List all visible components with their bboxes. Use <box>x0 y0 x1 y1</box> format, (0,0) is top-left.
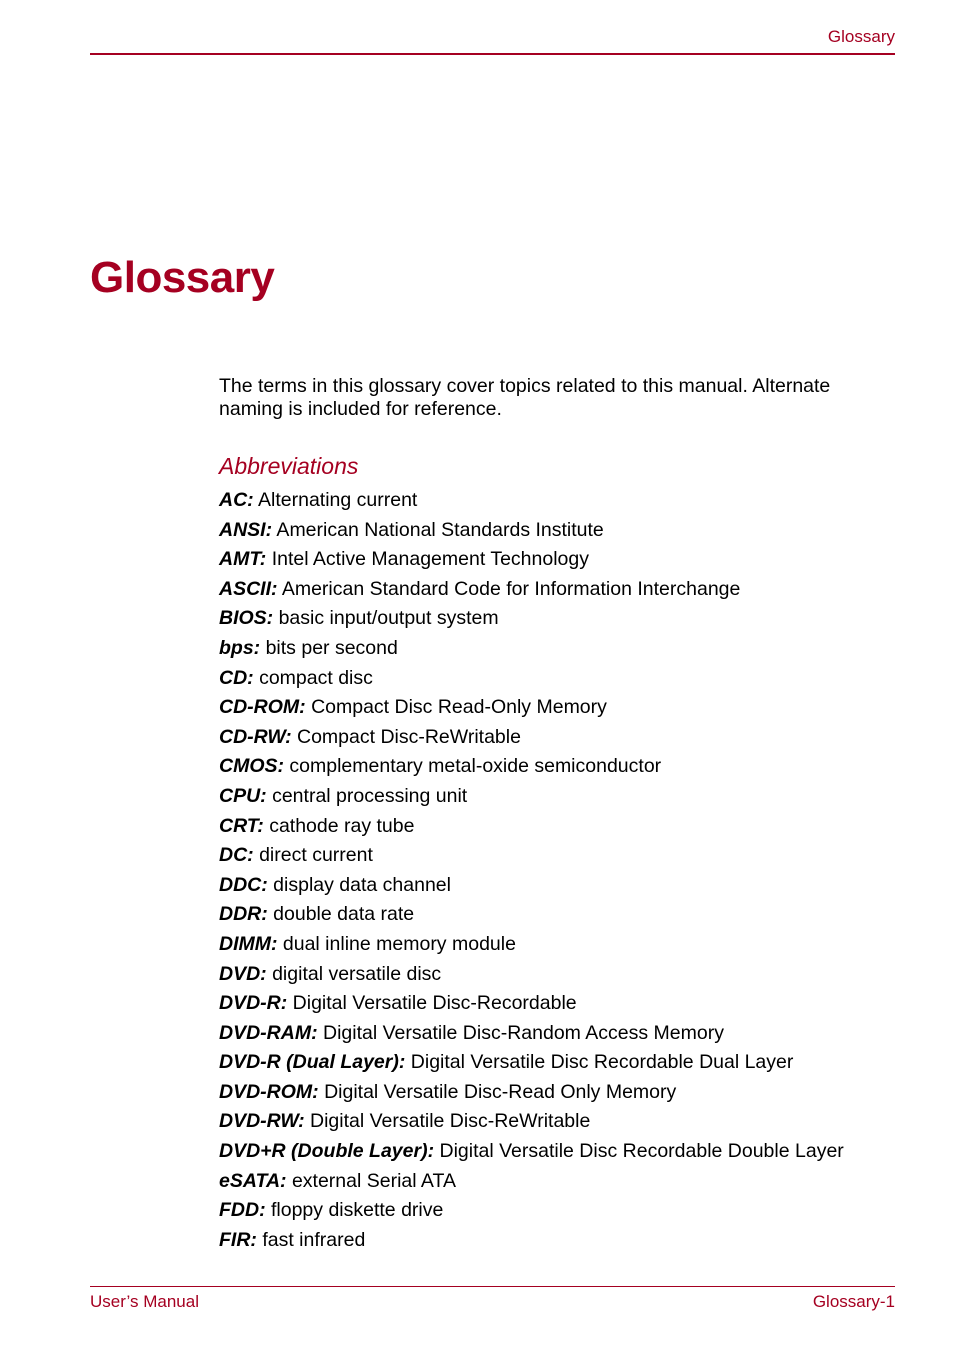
list-item <box>219 575 909 605</box>
term: AMT: <box>219 548 267 571</box>
intro-paragraph: The terms in this glossary cover topics related to this manual. Alternate naming is included for reference. <box>219 375 831 420</box>
definition: Digital Versatile Disc-Random Access Memory <box>317 1021 724 1044</box>
page-title: Glossary <box>90 253 275 302</box>
footer-manual-name: User’s Manual <box>90 1292 199 1311</box>
definition: Digital Versatile Disc Recordable Dual Layer <box>405 1051 794 1074</box>
list-item <box>219 604 909 634</box>
list-item <box>219 516 909 546</box>
header-rule <box>90 53 895 55</box>
definition: Digital Versatile Disc-Read Only Memory <box>318 1080 677 1103</box>
definition: Compact Disc-ReWritable <box>291 725 521 748</box>
definition: dual inline memory module <box>277 932 516 955</box>
definition: Digital Versatile Disc-Recordable <box>287 992 577 1015</box>
term: CPU: <box>219 784 267 807</box>
list-item <box>219 812 909 842</box>
definition: floppy diskette drive <box>265 1199 444 1222</box>
definition: double data rate <box>267 903 415 926</box>
term: DVD+R (Double Layer): <box>219 1140 435 1163</box>
list-item <box>219 634 909 664</box>
list-item <box>219 1137 909 1167</box>
term: DC: <box>219 844 254 867</box>
list-item <box>219 486 909 516</box>
definition: bits per second <box>260 636 398 659</box>
term: DVD: <box>219 962 267 985</box>
term: DVD-RW: <box>219 1110 305 1133</box>
definition: basic input/output system <box>273 607 499 630</box>
term: bps: <box>219 636 261 659</box>
term: CD: <box>219 666 254 689</box>
list-item <box>219 1167 909 1197</box>
footer-page-number: Glossary-1 <box>812 1292 895 1311</box>
term: CD-ROM: <box>219 696 306 719</box>
list-item <box>219 989 909 1019</box>
list-item <box>219 960 909 990</box>
list-item <box>219 1078 909 1108</box>
term: eSATA: <box>219 1169 287 1192</box>
list-item <box>219 1226 909 1256</box>
definition: digital versatile disc <box>266 962 442 985</box>
list-item <box>219 1048 909 1078</box>
list-item <box>219 723 909 753</box>
definition: direct current <box>253 844 373 867</box>
list-item <box>219 900 909 930</box>
definition: display data channel <box>267 873 451 896</box>
term: DDR: <box>219 903 268 926</box>
term: FDD: <box>219 1199 266 1222</box>
list-item <box>219 871 909 901</box>
definition: Alternating current <box>253 489 418 511</box>
running-header: Glossary <box>827 27 895 46</box>
term: CRT: <box>219 814 264 837</box>
term: CMOS: <box>219 755 284 778</box>
list-item <box>219 545 909 575</box>
definition: fast infrared <box>256 1228 366 1251</box>
list-item <box>219 1196 909 1226</box>
term: CD-RW: <box>219 725 292 748</box>
list-item <box>219 1107 909 1137</box>
term: AC: <box>219 489 254 511</box>
term: DVD-ROM: <box>219 1080 319 1103</box>
term: DVD-R: <box>219 992 288 1015</box>
term: BIOS: <box>219 607 274 630</box>
term: ASCII: <box>219 577 278 600</box>
list-item <box>219 841 909 871</box>
list-item <box>219 664 909 694</box>
list-item <box>219 930 909 960</box>
definition: American Standard Code for Information Interchange <box>277 577 741 600</box>
list-item <box>219 1019 909 1049</box>
definition: central processing unit <box>266 784 468 807</box>
definition: Digital Versatile Disc-ReWritable <box>304 1110 591 1133</box>
term: DDC: <box>219 873 268 896</box>
list-item <box>219 782 909 812</box>
list-item <box>219 693 909 723</box>
definition: Digital Versatile Disc Recordable Double Layer <box>434 1140 844 1163</box>
term: FIR: <box>219 1228 257 1251</box>
definition: American National Standards Institute <box>272 518 604 541</box>
term: ANSI: <box>219 518 273 541</box>
footer-rule <box>90 1286 895 1287</box>
definition: external Serial ATA <box>286 1169 456 1192</box>
definition: compact disc <box>253 666 373 689</box>
term: DVD-R (Dual Layer): <box>219 1051 406 1074</box>
list-item <box>219 752 909 782</box>
abbreviation-list <box>219 486 909 1255</box>
definition: cathode ray tube <box>263 814 415 837</box>
definition: complementary metal-oxide semiconductor <box>284 755 662 778</box>
section-heading-abbreviations: Abbreviations <box>219 453 359 479</box>
definition: Compact Disc Read-Only Memory <box>305 696 607 719</box>
definition: Intel Active Management Technology <box>266 548 589 571</box>
term: DVD-RAM: <box>219 1021 318 1044</box>
term: DIMM: <box>219 932 278 955</box>
